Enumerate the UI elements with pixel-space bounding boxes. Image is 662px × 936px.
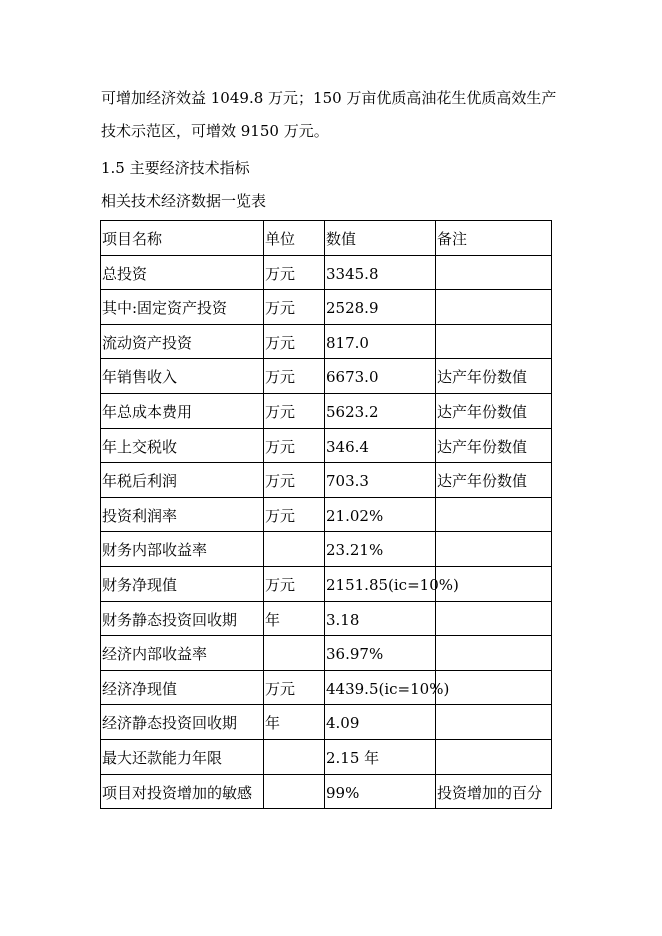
table-cell: 万元 — [264, 463, 325, 498]
table-cell: 年上交税收 — [101, 428, 264, 463]
table-row — [101, 566, 552, 601]
table-cell: 5623.2 — [325, 393, 436, 428]
table-cell: 2528.9 — [325, 290, 436, 325]
table-cell: 99% — [325, 774, 436, 809]
table-cell: 万元 — [264, 324, 325, 359]
table-cell: 年税后利润 — [101, 463, 264, 498]
indicator-table — [100, 220, 552, 809]
table-row — [101, 393, 552, 428]
table-cell: 346.4 — [325, 428, 436, 463]
table-row — [101, 324, 552, 359]
table-cell: 万元 — [264, 497, 325, 532]
table-cell: 财务净现值 — [101, 566, 264, 601]
table-cell: 4439.5(ic=10%) — [325, 670, 436, 705]
table-cell: 2.15 年 — [325, 739, 436, 774]
table-cell: 4.09 — [325, 705, 436, 740]
table-cell — [436, 705, 552, 740]
table-row — [101, 359, 552, 394]
table-cell: 经济净现值 — [101, 670, 264, 705]
table-cell: 万元 — [264, 359, 325, 394]
table-cell — [436, 739, 552, 774]
table-cell: 投资利润率 — [101, 497, 264, 532]
table-cell — [436, 324, 552, 359]
table-cell: 总投资 — [101, 255, 264, 290]
table-row — [101, 739, 552, 774]
table-row — [101, 428, 552, 463]
table-cell — [264, 774, 325, 809]
table-cell: 6673.0 — [325, 359, 436, 394]
table-cell: 达产年份数值 — [436, 463, 552, 498]
table-cell: 经济静态投资回收期 — [101, 705, 264, 740]
table-cell: 达产年份数值 — [436, 393, 552, 428]
table-cell: 财务静态投资回收期 — [101, 601, 264, 636]
paragraph-line: 可增加经济效益 1049.8 万元；150 万亩优质高油花生优质高效生产 — [101, 89, 557, 107]
column-header: 备注 — [436, 221, 552, 256]
table-cell: 2151.85(ic=10%) — [325, 566, 436, 601]
table-cell: 3345.8 — [325, 255, 436, 290]
table-cell: 23.21% — [325, 532, 436, 567]
table-cell — [264, 636, 325, 671]
column-header: 数值 — [325, 221, 436, 256]
table-cell: 万元 — [264, 290, 325, 325]
table-cell: 年 — [264, 705, 325, 740]
table-row — [101, 290, 552, 325]
table-cell: 万元 — [264, 428, 325, 463]
table-cell: 万元 — [264, 566, 325, 601]
table-cell — [436, 290, 552, 325]
table-row — [101, 497, 552, 532]
table-cell: 万元 — [264, 393, 325, 428]
table-row — [101, 601, 552, 636]
table-cell: 817.0 — [325, 324, 436, 359]
table-header-row — [101, 221, 552, 256]
table-cell — [264, 739, 325, 774]
table-cell: 投资增加的百分 — [436, 774, 552, 809]
table-cell: 年销售收入 — [101, 359, 264, 394]
table-cell: 年 — [264, 601, 325, 636]
table-cell: 最大还款能力年限 — [101, 739, 264, 774]
table-cell: 经济内部收益率 — [101, 636, 264, 671]
table-row — [101, 705, 552, 740]
table-cell: 万元 — [264, 670, 325, 705]
table-cell: 21.02% — [325, 497, 436, 532]
table-cell: 达产年份数值 — [436, 359, 552, 394]
table-cell — [436, 601, 552, 636]
table-cell — [264, 532, 325, 567]
table-row — [101, 532, 552, 567]
column-header: 单位 — [264, 221, 325, 256]
table-cell — [436, 670, 552, 705]
table-cell: 项目对投资增加的敏感 — [101, 774, 264, 809]
table-row — [101, 774, 552, 809]
table-cell — [436, 636, 552, 671]
table-cell: 3.18 — [325, 601, 436, 636]
table-cell: 703.3 — [325, 463, 436, 498]
table-row — [101, 255, 552, 290]
table-cell — [436, 497, 552, 532]
table-cell: 财务内部收益率 — [101, 532, 264, 567]
paragraph-line: 技术示范区，可增效 9150 万元。 — [101, 122, 329, 140]
table-row — [101, 636, 552, 671]
table-caption: 相关技术经济数据一览表 — [101, 192, 267, 210]
table-cell: 万元 — [264, 255, 325, 290]
table-cell — [436, 532, 552, 567]
table-cell — [436, 255, 552, 290]
table-cell: 年总成本费用 — [101, 393, 264, 428]
table-row — [101, 670, 552, 705]
table-cell: 流动资产投资 — [101, 324, 264, 359]
column-header: 项目名称 — [101, 221, 264, 256]
table-cell: 36.97% — [325, 636, 436, 671]
table-cell: 达产年份数值 — [436, 428, 552, 463]
table-cell: 其中:固定资产投资 — [101, 290, 264, 325]
section-heading: 1.5 主要经济技术指标 — [101, 159, 250, 177]
table-row — [101, 463, 552, 498]
